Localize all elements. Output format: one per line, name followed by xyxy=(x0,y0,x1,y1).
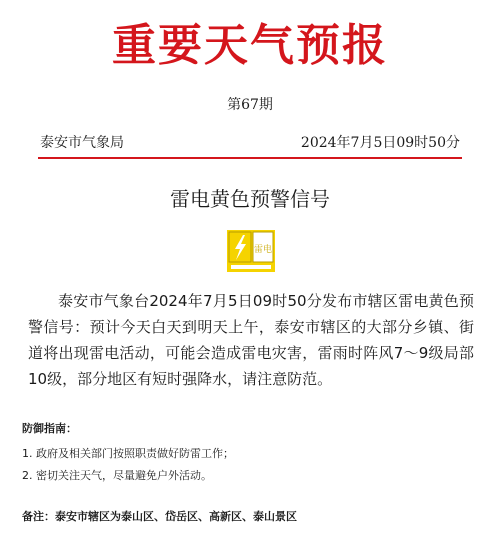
icon-label: 雷电 xyxy=(253,245,273,255)
guidance-heading: 防御指南： xyxy=(22,422,77,435)
masthead-title: 重要天气预报 xyxy=(112,20,388,71)
red-divider xyxy=(38,157,462,159)
guidance-item: 1. 政府及相关部门按照职责做好防雷工作； xyxy=(22,447,234,460)
agency-name: 泰安市气象局 xyxy=(40,135,124,151)
alert-body: 泰安市气象台2024年7月5日09时50分发布市辖区雷电黄色预警信号：预计今天白天到明天上午，泰安市辖区的大部分乡镇、街道将出现雷电活动，可能会造成雷电灾害，雷雨时阵风7～9级局部10级，部分地区有短时强降水，请注意防范。 xyxy=(28,292,474,388)
issuer-row xyxy=(40,134,460,152)
lightning-yellow-warning-icon xyxy=(227,230,275,272)
alert-title: 雷电黄色预警信号 xyxy=(170,187,330,211)
issue-datetime: 2024年7月5日09时50分 xyxy=(300,135,460,151)
issue-number: 第67期 xyxy=(227,97,273,113)
icon-caption-strip xyxy=(231,265,271,269)
footnote: 备注：泰安市辖区为泰山区、岱岳区、高新区、泰山景区 xyxy=(22,510,297,523)
guidance-item: 2. 密切关注天气，尽量避免户外活动。 xyxy=(22,469,212,482)
